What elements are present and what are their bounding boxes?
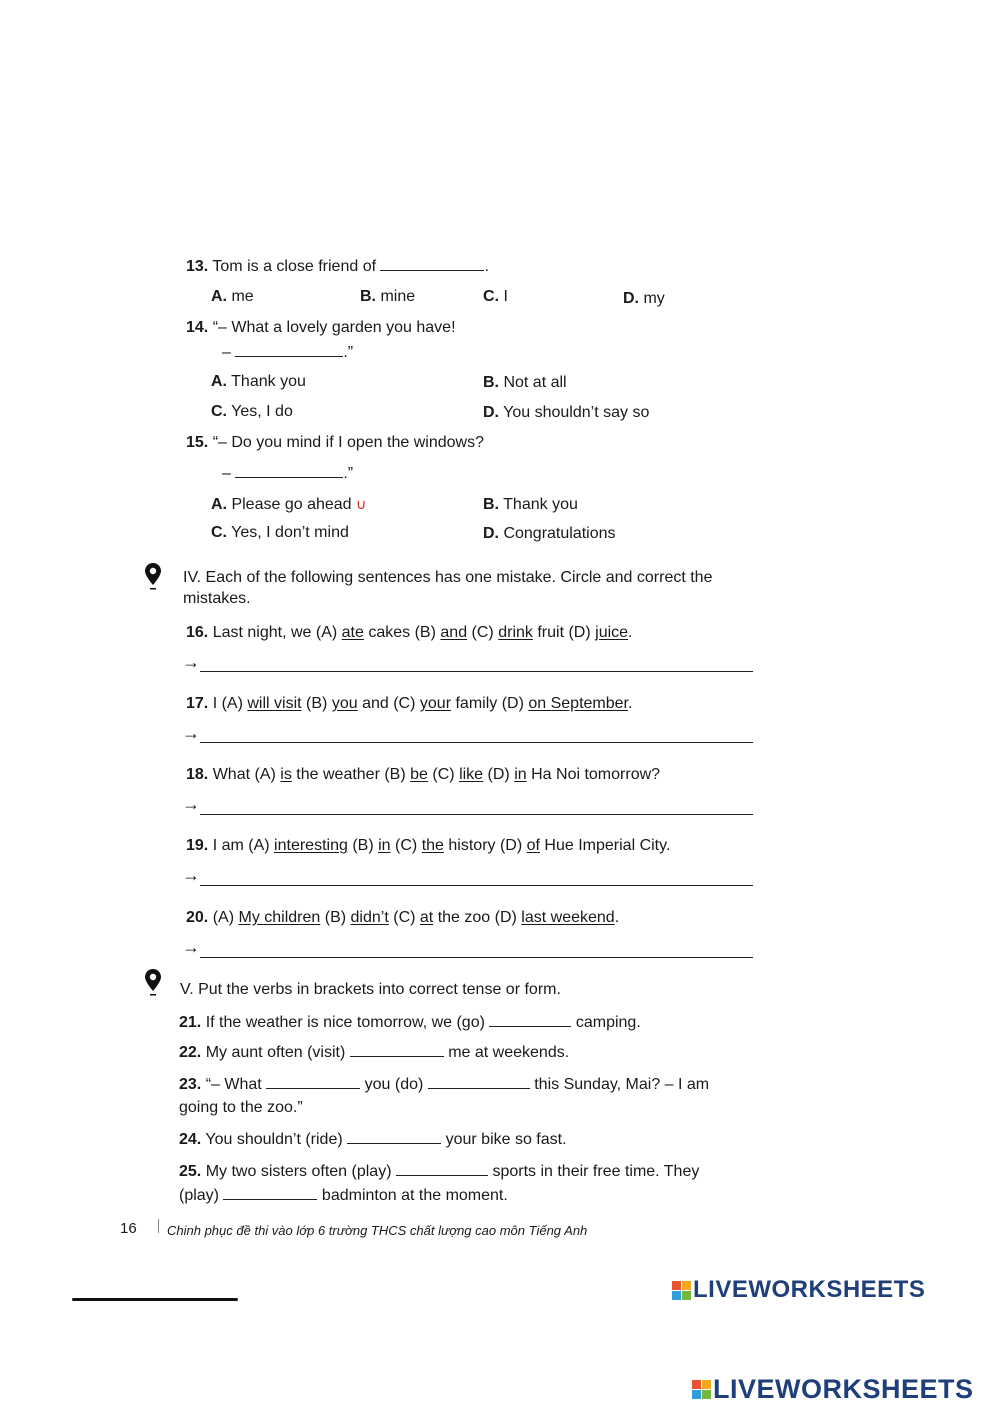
selection-mark: ∪: [356, 496, 367, 512]
logo-grid-icon: [672, 1281, 691, 1300]
option-d-text[interactable]: in: [514, 766, 527, 783]
location-pin-icon: [144, 562, 162, 592]
location-pin-icon: [144, 968, 162, 998]
question-23: 23. “– What you (do) this Sunday, Mai? – I am: [179, 1076, 710, 1093]
option-a[interactable]: A. Thank you: [211, 373, 306, 390]
option-d-text[interactable]: on September: [528, 695, 628, 712]
option-a-text[interactable]: My children: [238, 909, 321, 926]
question-16: 16. Last night, we (A) ate cakes (B) and (C) drink fruit (D) juice.: [186, 624, 633, 641]
question-14: 14. “– What a lovely garden you have!: [186, 319, 456, 336]
liveworksheets-logo: LIVEWORKSHEETS: [692, 1374, 974, 1405]
answer-blank[interactable]: [350, 1042, 444, 1057]
option-b-text[interactable]: you: [331, 695, 358, 712]
question-22: 22. My aunt often (visit) me at weekends.: [179, 1044, 570, 1061]
answer-blank[interactable]: [396, 1161, 488, 1176]
option-c[interactable]: C. Yes, I don’t mind: [211, 524, 349, 541]
question-21: 21. If the weather is nice tomorrow, we (go) camping.: [179, 1014, 641, 1031]
option-b[interactable]: B. Not at all: [483, 374, 567, 391]
question-17: 17. I (A) will visit (B) you and (C) your family (D) on September.: [186, 695, 633, 712]
question-25: 25. My two sisters often (play) sports in their free time. They: [179, 1163, 700, 1180]
option-b-text[interactable]: and: [440, 624, 468, 641]
answer-blank[interactable]: [223, 1185, 317, 1200]
option-c[interactable]: C. I: [483, 288, 508, 305]
question-15: 15. “– Do you mind if I open the windows?: [186, 434, 484, 451]
answer-blank[interactable]: [380, 256, 484, 271]
option-d[interactable]: D. Congratulations: [483, 525, 616, 542]
option-a-text[interactable]: ate: [341, 624, 364, 641]
question-23-line2: going to the zoo.”: [179, 1099, 303, 1116]
arrow-icon: →: [182, 937, 200, 957]
option-c[interactable]: C. Yes, I do: [211, 403, 293, 420]
option-d[interactable]: D. my: [623, 290, 665, 307]
question-25-line2: (play) badminton at the moment.: [179, 1187, 508, 1204]
answer-blank[interactable]: [428, 1074, 530, 1089]
option-d-text[interactable]: juice: [595, 624, 629, 641]
footer-title: Chinh phục đề thi vào lớp 6 trường THCS chất lượng cao môn Tiếng Anh: [167, 1223, 588, 1238]
arrow-icon: →: [182, 723, 200, 743]
question-18: 18. What (A) is the weather (B) be (C) like (D) in Ha Noi tomorrow?: [186, 766, 661, 783]
page-number: 16: [120, 1220, 137, 1237]
answer-line-18[interactable]: [200, 814, 753, 815]
option-d-text[interactable]: of: [526, 837, 540, 854]
option-d-text[interactable]: last weekend: [521, 909, 615, 926]
reply-line: – .”: [222, 465, 354, 482]
option-c-text[interactable]: the: [421, 837, 444, 854]
liveworksheets-logo: LIVEWORKSHEETS: [672, 1276, 925, 1304]
question-13: 13. Tom is a close friend of .: [186, 258, 489, 275]
option-b[interactable]: B. Thank you: [483, 496, 578, 513]
option-d[interactable]: D. You shouldn’t say so: [483, 404, 650, 421]
option-a-text[interactable]: will visit: [247, 695, 302, 712]
option-b[interactable]: B. mine: [360, 288, 416, 305]
question-20: 20. (A) My children (B) didn’t (C) at the zoo (D) last weekend.: [186, 909, 620, 926]
section-iv-heading: IV. Each of the following sentences has one mistake. Circle and correct the mistakes.: [183, 569, 713, 607]
question-19: 19. I am (A) interesting (B) in (C) the history (D) of Hue Imperial City.: [186, 837, 671, 854]
option-a[interactable]: A. me: [211, 288, 254, 305]
arrow-icon: →: [182, 865, 200, 885]
answer-blank[interactable]: [235, 342, 343, 357]
answer-blank[interactable]: [235, 463, 343, 478]
answer-blank[interactable]: [489, 1012, 571, 1027]
footer-divider: [158, 1219, 159, 1233]
answer-blank[interactable]: [266, 1074, 360, 1089]
answer-blank[interactable]: [347, 1129, 441, 1144]
option-c-text[interactable]: at: [419, 909, 434, 926]
scan-edge-line: [72, 1298, 238, 1301]
arrow-icon: →: [182, 652, 200, 672]
question-24: 24. You shouldn’t (ride) your bike so fast.: [179, 1131, 567, 1148]
option-c-text[interactable]: your: [419, 695, 452, 712]
option-b-text[interactable]: didn’t: [350, 909, 389, 926]
answer-line-19[interactable]: [200, 885, 753, 886]
reply-line: – .”: [222, 344, 354, 361]
section-v-heading: V. Put the verbs in brackets into correct tense or form.: [180, 981, 561, 998]
logo-grid-icon: [692, 1380, 711, 1399]
option-a[interactable]: A. Please go ahead ∪: [211, 496, 367, 513]
option-c-text[interactable]: drink: [498, 624, 533, 641]
option-c-text[interactable]: like: [459, 766, 484, 783]
option-a-text[interactable]: is: [280, 766, 292, 783]
arrow-icon: →: [182, 794, 200, 814]
answer-line-17[interactable]: [200, 742, 753, 743]
option-a-text[interactable]: interesting: [274, 837, 348, 854]
option-b-text[interactable]: in: [378, 837, 391, 854]
answer-line-20[interactable]: [200, 957, 753, 958]
option-b-text[interactable]: be: [410, 766, 428, 783]
answer-line-16[interactable]: [200, 671, 753, 672]
